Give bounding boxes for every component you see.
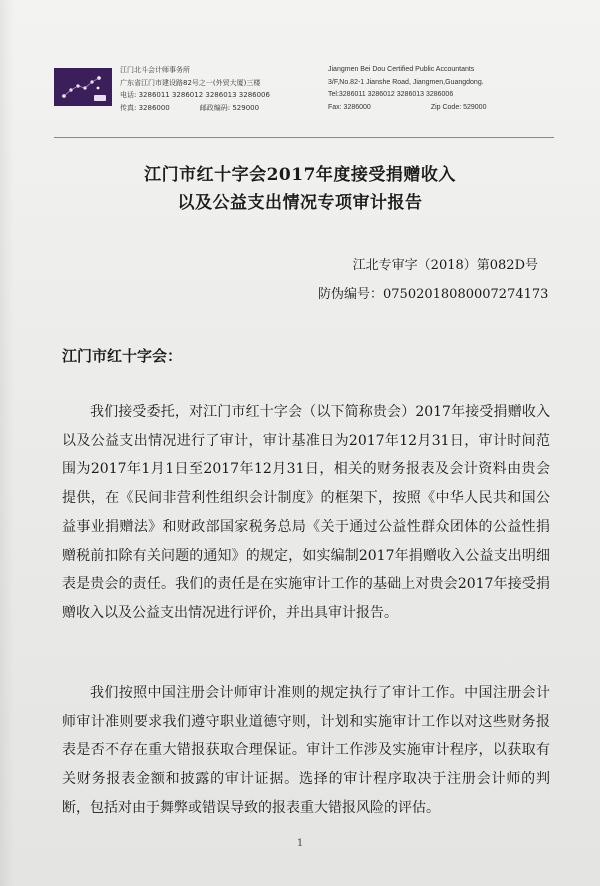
firm-zip-cn: 邮政编码: 529000 [199,103,260,112]
firm-phone-en: Tel:3286011 3286012 3286013 3286006 [328,91,454,98]
reference-number: 江北专审字（2018）第082D号 [352,258,538,273]
firm-logo-icon [54,68,112,106]
firm-fax-zip-cn [120,102,320,115]
letterhead [54,60,554,130]
firm-name-cn: 江门北斗会计师事务所 [120,66,190,74]
firm-fax-cn: 传真: 3286000 [120,103,170,112]
paragraph-1: 我们接受委托，对江门市红十字会（以下简称贵会）2017年接受捐赠收入以及公益支出情况进行了审计，审计基准日为2017年12月31日，审计时间范围为2017年1月1日至2017年12月31日，相关的财务报表及会计资料由贵会提供，在《民间非营利性组织会计制度》的框架下，按照《中华人民共和国公益事业捐赠法》和财政部国家税务总局《关于通过公益性群众团体的公益性捐赠税前扣除有关问题的通知》的规定，如实编制2017年捐赠收入公益支出明细表是贵会的责任。我们的责任是在实施审计工作的基础上对贵会2017年接受捐赠收入以及公益支出情况进行评价，并出具审计报告。 [62,404,550,621]
firm-zip-en: Zip Code: 529000 [430,103,487,111]
letterhead-english [328,64,554,114]
page-number: 1 [296,838,304,849]
report-title-line1: 江门市红十字会2017年度接受捐赠收入 [144,165,456,185]
report-title-line2: 以及公益支出情况专项审计报告 [177,193,423,213]
firm-address-cn: 广东省江门市建设路82号之一(外贸大厦)三楼 [120,78,261,87]
paragraph-2: 我们按照中国注册会计师审计准则的规定执行了审计工作。中国注册会计师审计准则要求我们遵守职业道德守则，计划和实施审计工作以对这些财务报表是否不存在重大错报获取合理保证。审计工作涉及实施审计程序，以获取有关财务报表金额和披露的审计证据。选择的审计程序取决于注册会计师的判断，包括对由于舞弊或错误导致的报表重大错报风险的评估。 [62,685,550,816]
firm-phone-cn: 电话: 3286011 3286012 3286013 3286006 [120,91,270,99]
firm-address-en: 3/F,No.82-1 Jianshe Road, Jiangmen,Guangdong. [328,78,484,86]
letterhead-chinese [120,64,320,114]
anti-counterfeit-number: 防伪编号：07502018080007274173 [318,287,549,302]
firm-fax-zip-en [328,102,554,115]
letterhead-divider [54,137,554,138]
page-edge-shadow [0,0,14,886]
firm-name-en: Jiangmen Bei Dou Certified Public Accountants [328,66,475,73]
firm-fax-en: Fax: 3286000 [328,103,371,111]
salutation: 江门市红十字会： [62,347,183,365]
